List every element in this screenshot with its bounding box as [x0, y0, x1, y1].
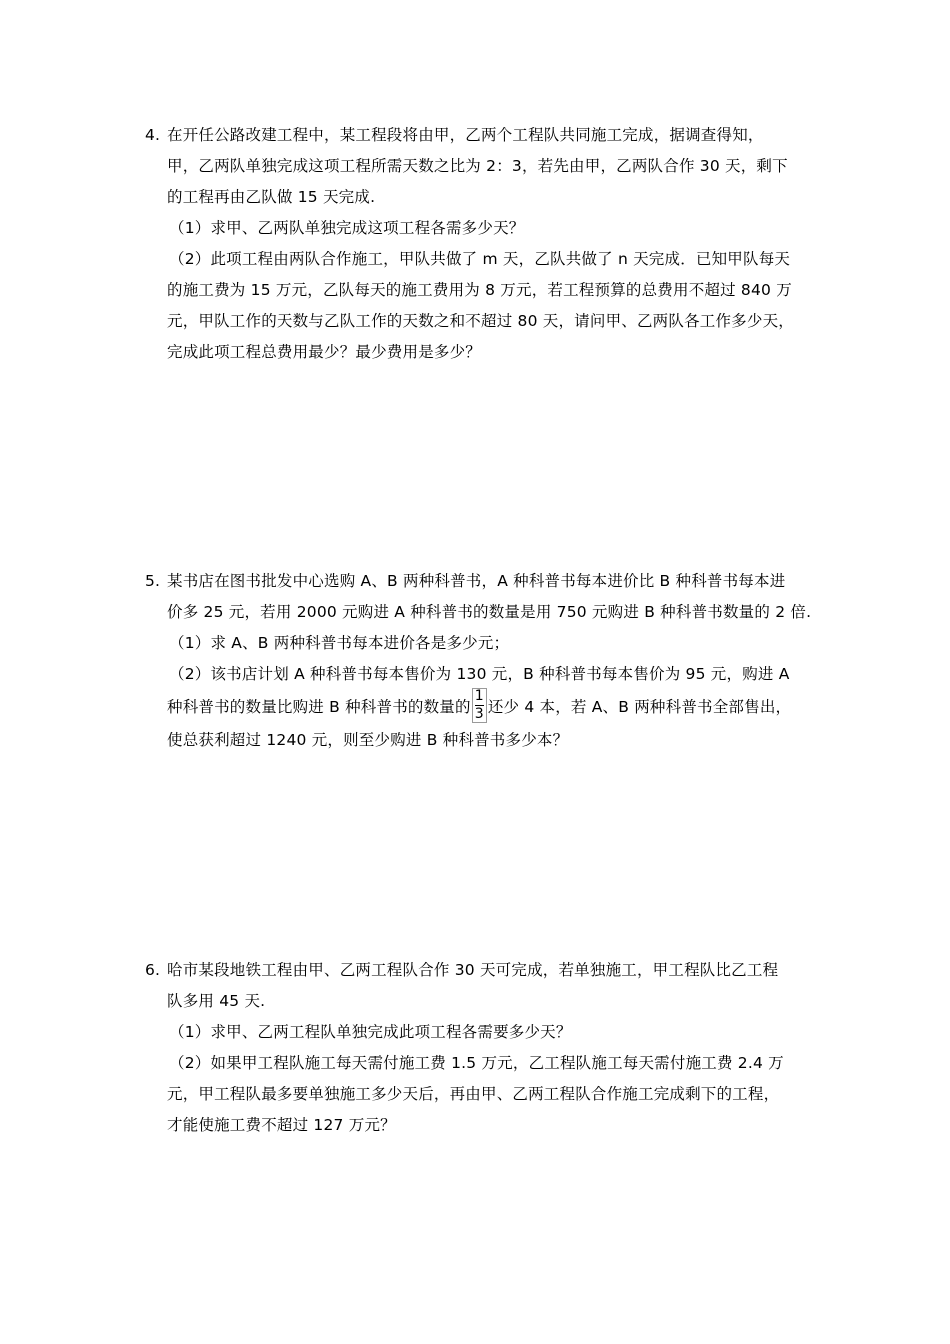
- problem-6-line-1: [145, 955, 815, 986]
- problem-number: 5.: [145, 572, 161, 590]
- problem-4: [145, 120, 815, 368]
- problem-6-question-2-line-3: 才能使施工费不超过 127 万元？: [167, 1116, 396, 1134]
- problem-number: 4.: [145, 126, 161, 144]
- problem-5-line-2: 价多 25 元，若用 2000 元购进 A 种科普书的数量是用 750 元购进 B 种科普书数量的 2 倍.: [167, 603, 812, 621]
- problem-6-question-2-line-1: （2）如果甲工程队施工每天需付施工费 1.5 万元，乙工程队施工每天需付施工费 2.4 万: [169, 1054, 784, 1072]
- fraction-denominator: 3: [474, 706, 484, 722]
- problem-6-question-1: （1）求甲、乙两工程队单独完成此项工程各需要多少天？: [169, 1023, 572, 1041]
- problem-5-line-1: [145, 566, 815, 597]
- problem-4-line-1: [145, 120, 815, 151]
- problem-4-question-2-line-2: 的施工费为 15 万元，乙队每天的施工费用为 8 万元，若工程预算的总费用不超过 840 万: [167, 281, 792, 299]
- fraction-numerator: 1: [474, 688, 484, 704]
- problem-5: [145, 566, 815, 756]
- problem-5-question-2-line-3: 使总获利超过 1240 元，则至少购进 B 种科普书多少本？: [167, 731, 569, 749]
- problem-5-question-2-line-2: [145, 690, 815, 725]
- problem-4-line-2: 甲，乙两队单独完成这项工程所需天数之比为 2：3，若先由甲，乙两队合作 30 天，剩下: [167, 157, 788, 175]
- problem-5-question-2-line-1: （2）该书店计划 A 种科普书每本售价为 130 元，B 种科普书每本售价为 95 元，购进 A: [169, 665, 790, 683]
- problem-5-question-1: （1）求 A、B 两种科普书每本进价各是多少元；: [169, 634, 510, 652]
- problem-text: 哈市某段地铁工程由甲、乙两工程队合作 30 天可完成，若单独施工，甲工程队比乙工程: [167, 961, 779, 979]
- text-before-fraction: 种科普书的数量比购进 B 种科普书的数量的: [167, 698, 471, 716]
- problem-4-question-2-line-4: 完成此项工程总费用最少？最少费用是多少？: [167, 343, 482, 361]
- problem-6-line-2: 队多用 45 天.: [167, 992, 266, 1010]
- problem-4-line-3: 的工程再由乙队做 15 天完成.: [167, 188, 376, 206]
- problem-6: [145, 955, 815, 1141]
- problem-number: 6.: [145, 961, 161, 979]
- fraction-one-third: [472, 688, 487, 723]
- problem-4-question-1: （1）求甲、乙两队单独完成这项工程各需多少天？: [169, 219, 525, 237]
- problem-text: 某书店在图书批发中心选购 A、B 两种科普书，A 种科普书每本进价比 B 种科普书每本进: [167, 572, 786, 590]
- problem-4-question-2-line-3: 元，甲队工作的天数与乙队工作的天数之和不超过 80 天，请问甲、乙两队各工作多少天，: [167, 312, 794, 330]
- problem-4-question-2-line-1: （2）此项工程由两队合作施工，甲队共做了 m 天，乙队共做了 n 天完成．已知甲队每天: [169, 250, 791, 268]
- problem-6-question-2-line-2: 元，甲工程队最多要单独施工多少天后，再由甲、乙两工程队合作施工完成剩下的工程，: [167, 1085, 780, 1103]
- text-after-fraction: 还少 4 本，若 A、B 两种科普书全部售出，: [487, 698, 792, 716]
- problem-text: 在开任公路改建工程中，某工程段将由甲，乙两个工程队共同施工完成，据调查得知，: [167, 126, 764, 144]
